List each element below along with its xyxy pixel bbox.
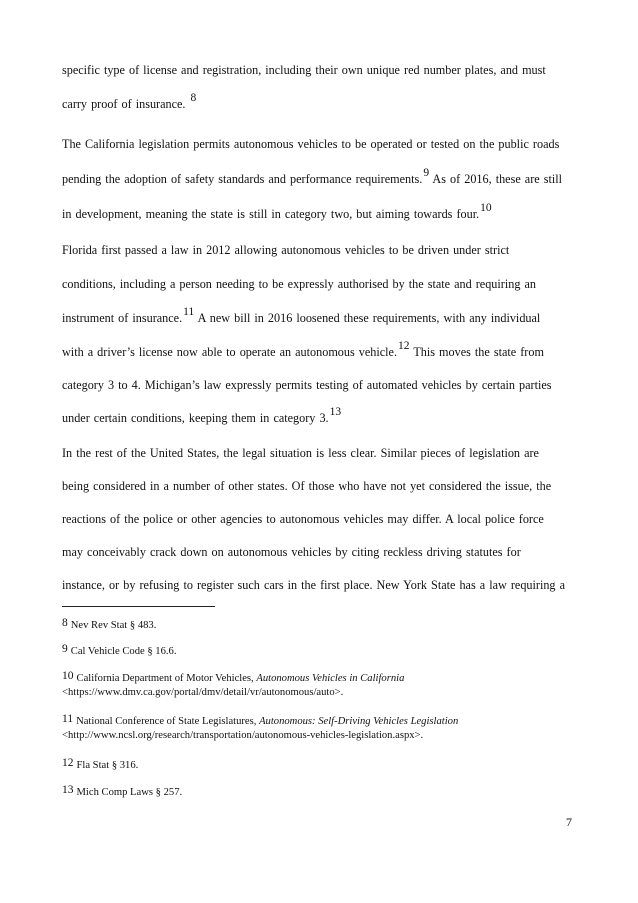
footnote-text: National Conference of State Legislatures, [76, 716, 260, 727]
body-text: in development, meaning the state is still in category two, but aiming towards four. [62, 207, 480, 221]
body-line [62, 92, 582, 113]
footnote-text: California Department of Motor Vehicles, [76, 673, 257, 684]
footnote [62, 714, 582, 729]
footnote-reference[interactable]: 12 [398, 340, 410, 352]
body-line [62, 276, 582, 292]
footnote-text: Fla Stat § 316. [76, 760, 139, 771]
body-text: with a driver’s license now able to operate an autonomous vehicle. [62, 345, 398, 359]
page-number: 7 [566, 815, 572, 829]
footnote-reference[interactable]: 9 [423, 167, 430, 179]
footnote [62, 785, 582, 800]
footnote-text: Cal Vehicle Code § 16.6. [70, 646, 177, 657]
footnote-url[interactable] [62, 729, 582, 743]
body-text: being considered in a number of other states. Of those who have not yet considered the issue, the [62, 479, 552, 493]
footnote-link[interactable]: <http://www.ncsl.org/research/transportation/autonomous-vehicles-legislation.aspx>. [62, 730, 424, 741]
body-line [62, 62, 582, 78]
footnote-title: Autonomous Vehicles in California [256, 673, 405, 684]
body-text: category 3 to 4. Michigan’s law expressly permits testing of automated vehicles by certain parties [62, 378, 552, 392]
footnote-url[interactable] [62, 686, 582, 700]
body-line [62, 577, 582, 593]
body-text: pending the adoption of safety standards and performance requirements. [62, 172, 423, 186]
footnote-text: Mich Comp Laws § 257. [76, 787, 183, 798]
footnote-number: 12 [62, 757, 74, 769]
body-text: The California legislation permits autonomous vehicles to be operated or tested on the public roads [62, 137, 560, 151]
footnote [62, 758, 582, 773]
footnote-reference[interactable]: 8 [190, 92, 197, 104]
body-line [62, 544, 582, 560]
body-text: under certain conditions, keeping them in category 3. [62, 411, 329, 425]
footnote-number: 13 [62, 784, 74, 796]
footnote [62, 618, 582, 633]
footnote [62, 644, 582, 659]
footnote-reference[interactable]: 10 [480, 202, 492, 214]
footnote-reference[interactable]: 13 [329, 406, 342, 418]
body-line [62, 340, 582, 361]
body-text: conditions, including a person needing to be expressly authorised by the state and requiring an [62, 277, 536, 291]
body-line [62, 511, 582, 527]
footnote-title: Autonomous: Self-Driving Vehicles Legislation [259, 716, 459, 727]
footnote-separator [62, 606, 215, 607]
footnote-reference[interactable]: 11 [183, 306, 195, 318]
body-line [62, 445, 582, 461]
body-line [62, 202, 582, 223]
body-line [62, 406, 582, 427]
footnote-number: 10 [62, 670, 74, 682]
footnote-number: 8 [62, 617, 68, 629]
body-text: This moves the state from [409, 345, 544, 359]
body-text: A new bill in 2016 loosened these requirements, with any individual [194, 311, 541, 325]
body-text: carry proof of insurance. [62, 97, 186, 111]
body-line [62, 242, 582, 258]
body-text: may conceivably crack down on autonomous vehicles by citing reckless driving statutes for [62, 545, 521, 559]
body-line [62, 306, 582, 327]
footnote-number: 11 [62, 713, 74, 725]
footnote-number: 9 [62, 643, 68, 655]
footnote [62, 671, 582, 686]
body-line [62, 136, 582, 152]
body-text: instrument of insurance. [62, 311, 183, 325]
body-text: reactions of the police or other agencies to autonomous vehicles may differ. A local police force [62, 512, 544, 526]
body-line [62, 478, 582, 494]
body-text: instance, or by refusing to register such cars in the first place. New York State has a law requiring a [62, 578, 565, 592]
body-text: specific type of license and registration, including their own unique red number plates, and must [62, 63, 546, 77]
footnote-link[interactable]: <https://www.dmv.ca.gov/portal/dmv/detail/vr/autonomous/auto>. [62, 687, 344, 698]
body-text: In the rest of the United States, the legal situation is less clear. Similar pieces of legislation are [62, 446, 539, 460]
body-line [62, 377, 582, 393]
body-line [62, 167, 582, 188]
body-text: Florida first passed a law in 2012 allowing autonomous vehicles to be driven under strict [62, 243, 510, 257]
body-text: As of 2016, these are still [429, 172, 562, 186]
footnote-text: Nev Rev Stat § 483. [70, 620, 157, 631]
